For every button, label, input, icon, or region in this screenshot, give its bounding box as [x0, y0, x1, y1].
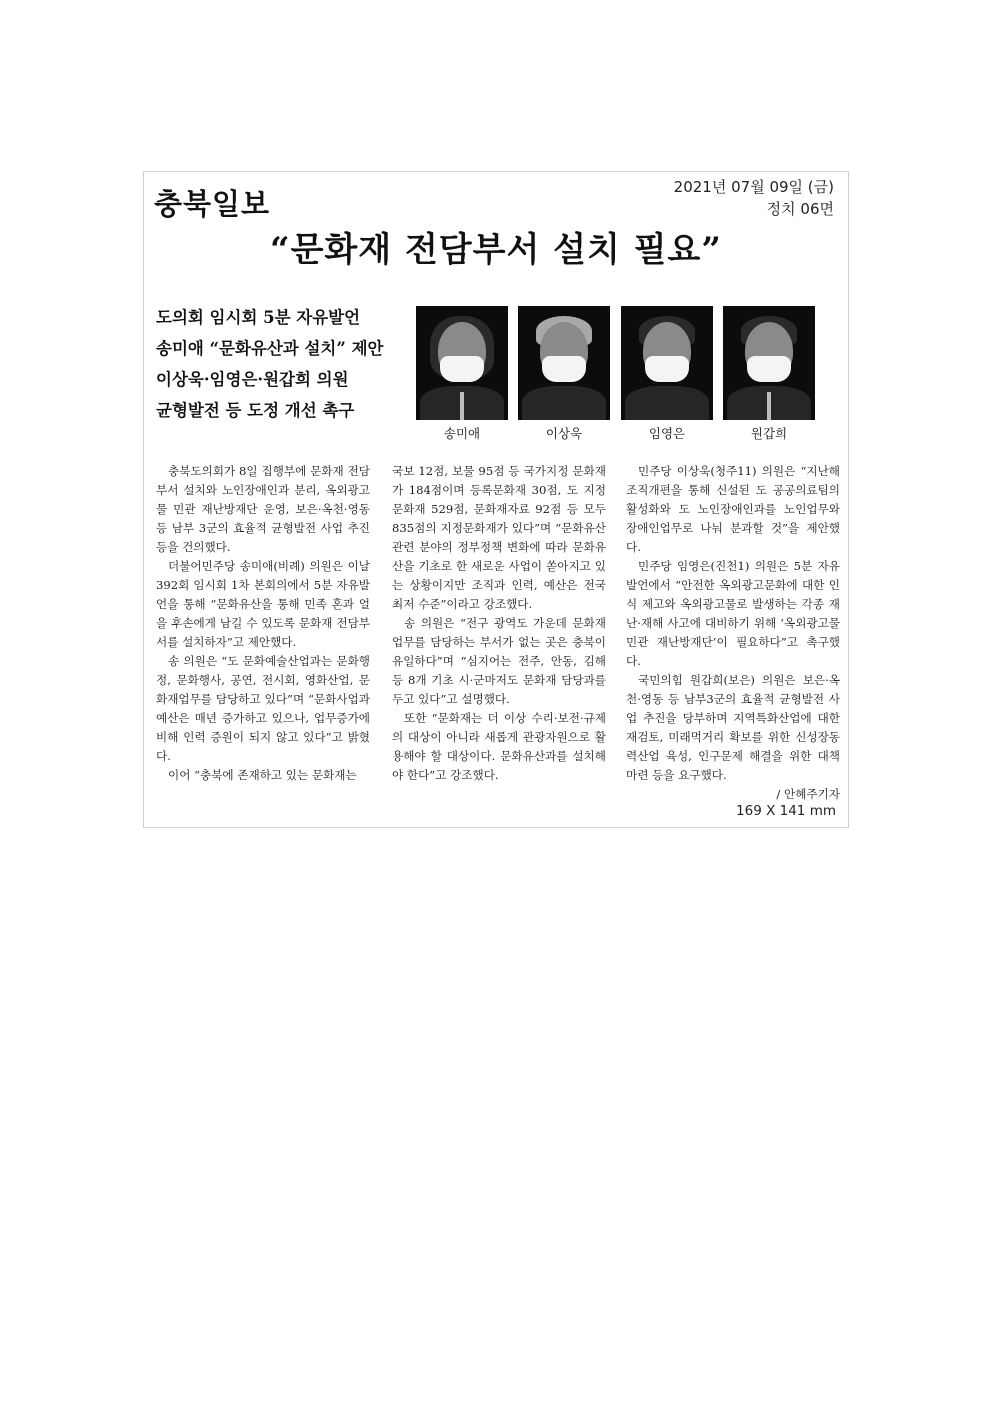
news-clipping [143, 171, 849, 828]
paragraph: 송 의원은 “도 문화예술산업과는 문화행정, 문화행사, 공연, 전시회, 영화산업, 문화재업무를 담당하고 있다”며 “문화사업과 예산은 매년 증가하고 있으나, 업무증가에 비해 인력 증원이 되지 않고 있다”고 밝혔다. [156, 654, 370, 763]
subheadline: 도의회 임시회 5분 자유발언 [156, 308, 361, 327]
portrait-caption: 임영은 [648, 426, 686, 441]
clipping-size: 169 X 141 mm [736, 803, 836, 819]
portrait-photo [621, 306, 713, 420]
subheadline: 이상욱·임영은·원갑희 의원 [156, 370, 349, 389]
publication-date: 2021년 07월 09일 (금) [673, 178, 834, 196]
article-column-2 [392, 462, 606, 785]
paragraph: 송 의원은 “전구 광역도 가운데 문화재 업무를 담당하는 부서가 없는 곳은 충북이 유일하다”며 “심지어는 전주, 안동, 김해 등 8개 기초 시·군마저도 문화재 담당과를 두고 있다”고 설명했다. [392, 616, 606, 706]
subheadline: 송미애 “문화유산과 설치” 제안 [156, 339, 384, 358]
portrait-won-gaphee [723, 306, 815, 442]
paragraph: 국보 12점, 보물 95점 등 국가지정 문화재가 184점이며 등록문화재 30점, 도 지정문화재 529점, 문화재자료 92점 등 모두 835점의 지정문화재가 있다”며 “문화유산 관련 분야의 정부정책 변화에 따라 문화유산을 기초로 한 새로운 사업이 쏟아지고 있는 상황이지만 조직과 인력, 예산은 전국 최저 수준”이라고 강조했다. [392, 464, 606, 611]
byline: / 안혜주기자 [776, 787, 840, 801]
portrait-photo [723, 306, 815, 420]
portrait-caption: 이상욱 [545, 426, 583, 441]
paragraph: 더불어민주당 송미애(비례) 의원은 이날 392회 임시회 1차 본회의에서 5분 자유발언을 통해 “문화유산을 통해 민족 혼과 얼을 후손에게 남길 수 있도록 문화재 전담부서를 설치하자”고 제안했다. [156, 559, 370, 649]
newspaper-name: 충북일보 [154, 187, 271, 221]
paragraph: 또한 “문화재는 더 이상 수리·보전·규제의 대상이 아니라 새롭게 관광자원으로 활용해야 할 대상이다. 문화유산과를 설치해야 한다”고 강조했다. [392, 711, 606, 782]
paragraph: 민주당 임영은(진천1) 의원은 5분 자유발언에서 “안전한 옥외광고문화에 대한 인식 제고와 옥외광고물로 발생하는 각종 재난·재해 사고에 대비하기 위해 ‘옥외광고물 민관 재난방재단’이 필요하다”고 촉구했다. [626, 559, 840, 668]
portrait-song-miae [416, 306, 508, 442]
article-column-3 [626, 462, 840, 804]
page-section: 정치 06면 [766, 200, 834, 218]
subheadline: 균형발전 등 도정 개선 촉구 [156, 401, 355, 420]
article-column-1 [156, 462, 370, 785]
paragraph: 민주당 이상욱(청주11) 의원은 “지난해 조직개편을 통해 신설된 도 공공의료팀의 활성화와 도 노인장애인과를 노인업무와 장애인업무로 나눠 분과할 것”을 제안했다. [626, 464, 840, 554]
portrait-photo [416, 306, 508, 420]
headline: “문화재 전담부서 설치 필요” [270, 230, 722, 270]
paragraph: 국민의힘 원갑희(보은) 의원은 보은·옥천·영동 등 남부3군의 효율적 균형발전 사업 추진을 당부하며 지역특화산업에 대한 재검토, 미래먹거리 확보를 위한 신성장동력산업 육성, 인구문제 해결을 위한 대책 마련 등을 요구했다. [626, 673, 840, 782]
paragraph: 이어 “충북에 존재하고 있는 문화재는 [168, 768, 357, 782]
subheadlines [156, 302, 396, 426]
portrait-lim-youngeun [621, 306, 713, 442]
portrait-photo [518, 306, 610, 420]
date-section-block [674, 176, 834, 220]
paragraph: 충북도의회가 8일 집행부에 문화재 전담부서 설치와 노인장애인과 분리, 옥외광고물 민관 재난방재단 운영, 보은·옥천·영동 등 남부 3군의 효율적 균형발전 사업 추진 등을 건의했다. [156, 464, 370, 554]
portrait-caption: 송미애 [443, 426, 481, 441]
portrait-row [416, 306, 826, 442]
portrait-lee-sangwook [518, 306, 610, 442]
portrait-caption: 원갑희 [750, 426, 788, 441]
